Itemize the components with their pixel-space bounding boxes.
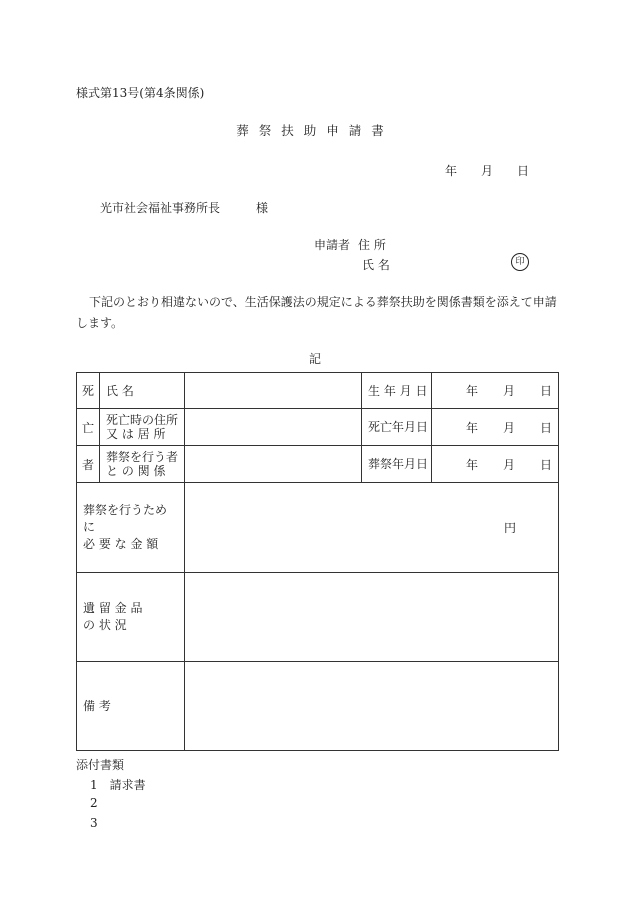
yen-unit: 円 — [503, 521, 516, 535]
applicant-role: 申請者 — [314, 238, 351, 252]
attachments-title: 添付書類 — [76, 758, 125, 772]
applicant-address-label: 住 所 — [358, 238, 386, 252]
table-row — [77, 662, 559, 751]
required-amount-input[interactable] — [185, 483, 559, 573]
attachment-item: 2 — [90, 796, 98, 810]
relationship-input[interactable] — [185, 446, 362, 483]
table-row — [77, 573, 559, 662]
birth-date-label: 生 年 月 日 — [362, 373, 432, 409]
ki-heading: 記 — [308, 352, 321, 366]
address-at-death-input[interactable] — [185, 409, 362, 446]
death-date-input[interactable]: 年 月 日 — [432, 409, 559, 446]
attachment-item: 3 — [90, 816, 98, 830]
form-number: 様式第13号(第4条関係) — [76, 86, 205, 100]
address-at-death-label: 死亡時の住所 又 は 居 所 — [100, 409, 185, 446]
estate-status-label: 遺 留 金 品 の 状 況 — [77, 573, 185, 662]
table-row — [77, 409, 559, 446]
name-input[interactable] — [185, 373, 362, 409]
remarks-input[interactable] — [185, 662, 559, 751]
birth-date-input[interactable]: 年 月 日 — [432, 373, 559, 409]
application-record-table — [76, 372, 559, 751]
table-row — [77, 446, 559, 483]
table-row — [77, 483, 559, 573]
applicant-address-line — [314, 236, 386, 253]
attachment-item: 1 請求書 — [90, 778, 146, 792]
estate-status-input[interactable] — [185, 573, 559, 662]
deceased-char-2: 亡 — [77, 409, 100, 446]
funeral-date-input[interactable]: 年 月 日 — [432, 446, 559, 483]
seal-icon: 印 — [511, 253, 529, 271]
deceased-char-1: 死 — [77, 373, 100, 409]
addressee-honorific: 様 — [256, 201, 269, 215]
death-date-label: 死亡年月日 — [362, 409, 432, 446]
remarks-label: 備 考 — [77, 662, 185, 751]
name-label: 氏 名 — [100, 373, 185, 409]
date-day-label: 日 — [517, 164, 530, 178]
required-amount-label: 葬祭を行うために 必 要 な 金 額 — [77, 483, 185, 573]
applicant-name-label: 氏 名 — [362, 258, 390, 272]
date-year-label: 年 — [445, 164, 458, 178]
funeral-date-label: 葬祭年月日 — [362, 446, 432, 483]
deceased-char-3: 者 — [77, 446, 100, 483]
addressee-office: 光市社会福祉事務所長 — [100, 201, 221, 215]
relationship-label: 葬祭を行う者 と の 関 係 — [100, 446, 185, 483]
application-statement: 下記のとおり相違ないので、生活保護法の規定による葬祭扶助を関係書類を添えて申請します。 — [76, 295, 557, 330]
date-month-label: 月 — [481, 164, 494, 178]
application-date — [445, 162, 529, 179]
form-title: 葬祭扶助申請書 — [236, 123, 394, 138]
addressee — [100, 199, 268, 216]
table-row — [77, 373, 559, 409]
